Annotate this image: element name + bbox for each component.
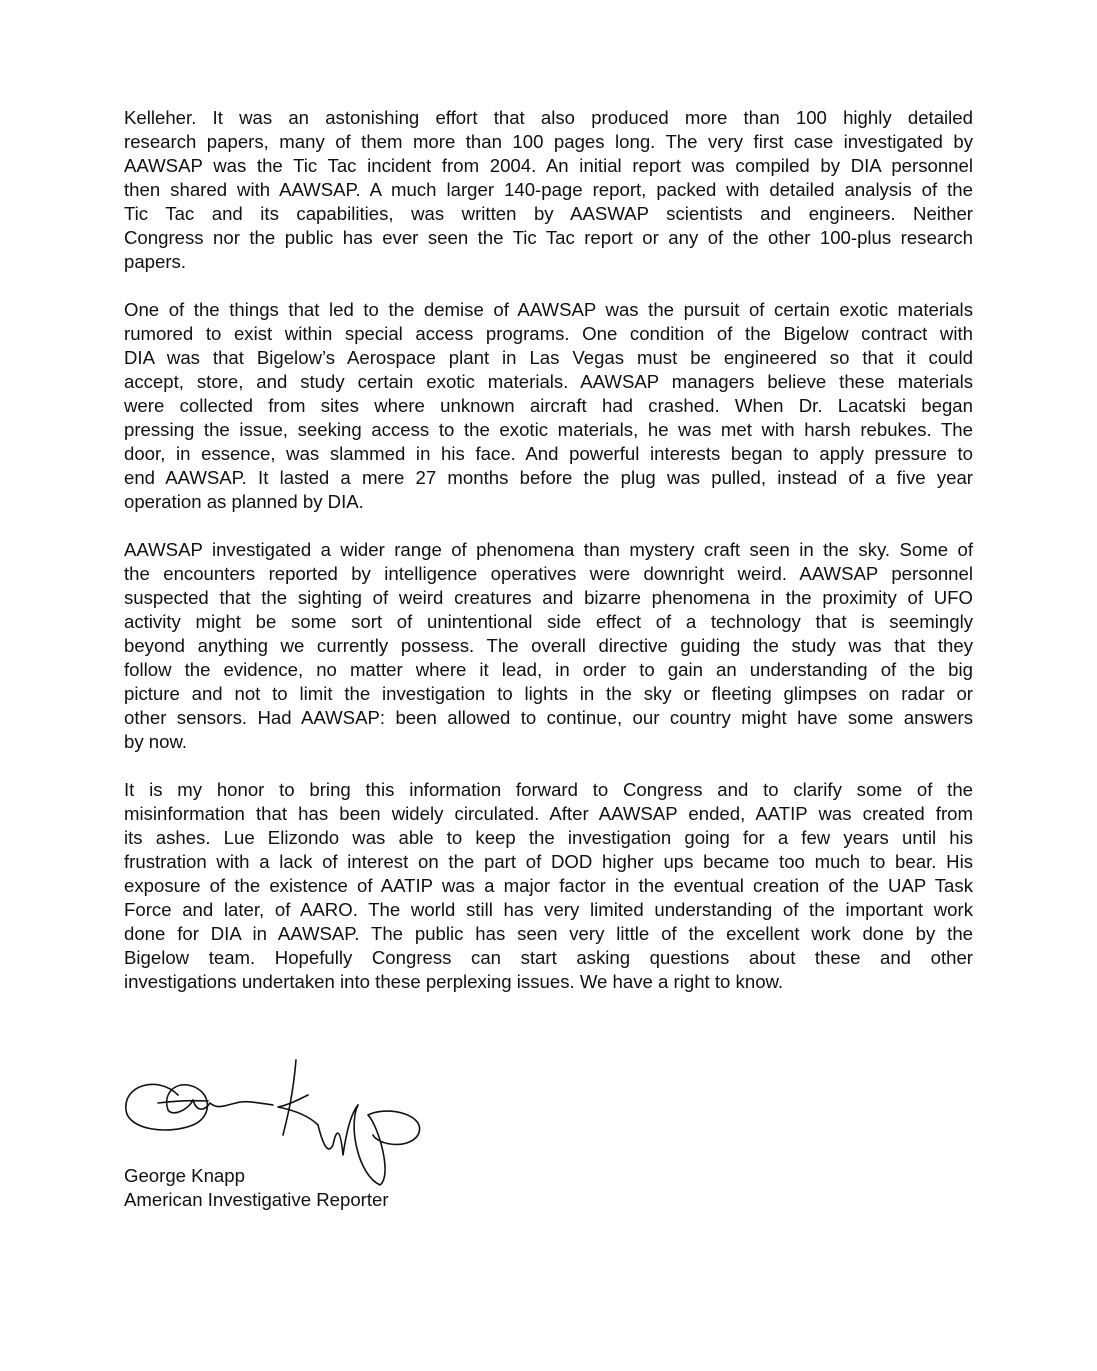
text-line: Congress nor the public has ever seen the Tic Tac report or any of the other 100-plus research	[124, 227, 973, 248]
paragraph	[124, 538, 973, 754]
text-line: other sensors. Had AAWSAP: been allowed to continue, our country might have some answers	[124, 707, 973, 728]
text-line: AAWSAP was the Tic Tac incident from 2004. An initial report was compiled by DIA personnel	[124, 155, 973, 176]
text-line: activity might be some sort of unintentional side effect of a technology that is seemingly	[124, 611, 973, 632]
paragraph	[124, 298, 973, 514]
text-line: by now.	[124, 731, 188, 752]
text-line: were collected from sites where unknown aircraft had crashed. When Dr. Lacatski began	[124, 395, 973, 416]
signature-block	[124, 1164, 389, 1212]
text-line: exposure of the existence of AATIP was a major factor in the eventual creation of the UAP Task	[124, 875, 973, 896]
text-line: Bigelow team. Hopefully Congress can start asking questions about these and other	[124, 947, 973, 968]
text-line: papers.	[124, 251, 187, 272]
paragraph	[124, 778, 973, 994]
text-line: end AAWSAP. It lasted a mere 27 months before the plug was pulled, instead of a five year	[124, 467, 973, 488]
text-line: misinformation that has been widely circulated. After AAWSAP ended, AATIP was created from	[124, 803, 973, 824]
signer-name: George Knapp	[124, 1165, 245, 1186]
text-line: rumored to exist within special access programs. One condition of the Bigelow contract with	[124, 323, 973, 344]
text-line: accept, store, and study certain exotic materials. AAWSAP managers believe these materials	[124, 371, 973, 392]
paragraph	[124, 106, 973, 274]
text-line: beyond anything we currently possess. The overall directive guiding the study was that they	[124, 635, 973, 656]
text-line: Kelleher. It was an astonishing effort that also produced more than 100 highly detailed	[124, 107, 973, 128]
text-line: frustration with a lack of interest on the part of DOD higher ups became too much to bear. His	[124, 851, 973, 872]
text-line: its ashes. Lue Elizondo was able to keep the investigation going for a few years until his	[124, 827, 973, 848]
text-line: the encounters reported by intelligence operatives were downright weird. AAWSAP personnel	[124, 563, 973, 584]
text-line: done for DIA in AAWSAP. The public has seen very little of the excellent work done by the	[124, 923, 973, 944]
text-line: research papers, many of them more than 100 pages long. The very first case investigated by	[124, 131, 973, 152]
text-line: Force and later, of AARO. The world still has very limited understanding of the important work	[124, 899, 973, 920]
text-line: suspected that the sighting of weird creatures and bizarre phenomena in the proximity of UFO	[124, 587, 973, 608]
signer-title: American Investigative Reporter	[124, 1189, 389, 1210]
text-line: investigations undertaken into these perplexing issues. We have a right to know.	[124, 971, 784, 992]
text-line: DIA was that Bigelow’s Aerospace plant in Las Vegas must be engineered so that it could	[124, 347, 973, 368]
text-line: follow the evidence, no matter where it lead, in order to gain an understanding of the big	[124, 659, 973, 680]
letter-body	[124, 106, 973, 1018]
text-line: One of the things that led to the demise of AAWSAP was the pursuit of certain exotic materials	[124, 299, 973, 320]
text-line: then shared with AAWSAP. A much larger 140-page report, packed with detailed analysis of the	[124, 179, 973, 200]
text-line: door, in essence, was slammed in his face. And powerful interests began to apply pressure to	[124, 443, 973, 464]
text-line: Tic Tac and its capabilities, was written by AASWAP scientists and engineers. Neither	[124, 203, 973, 224]
text-line: pressing the issue, seeking access to the exotic materials, he was met with harsh rebukes. The	[124, 419, 973, 440]
text-line: It is my honor to bring this information forward to Congress and to clarify some of the	[124, 779, 973, 800]
text-line: operation as planned by DIA.	[124, 491, 364, 512]
text-line: picture and not to limit the investigation to lights in the sky or fleeting glimpses on radar or	[124, 683, 973, 704]
text-line: AAWSAP investigated a wider range of phenomena than mystery craft seen in the sky. Some of	[124, 539, 973, 560]
